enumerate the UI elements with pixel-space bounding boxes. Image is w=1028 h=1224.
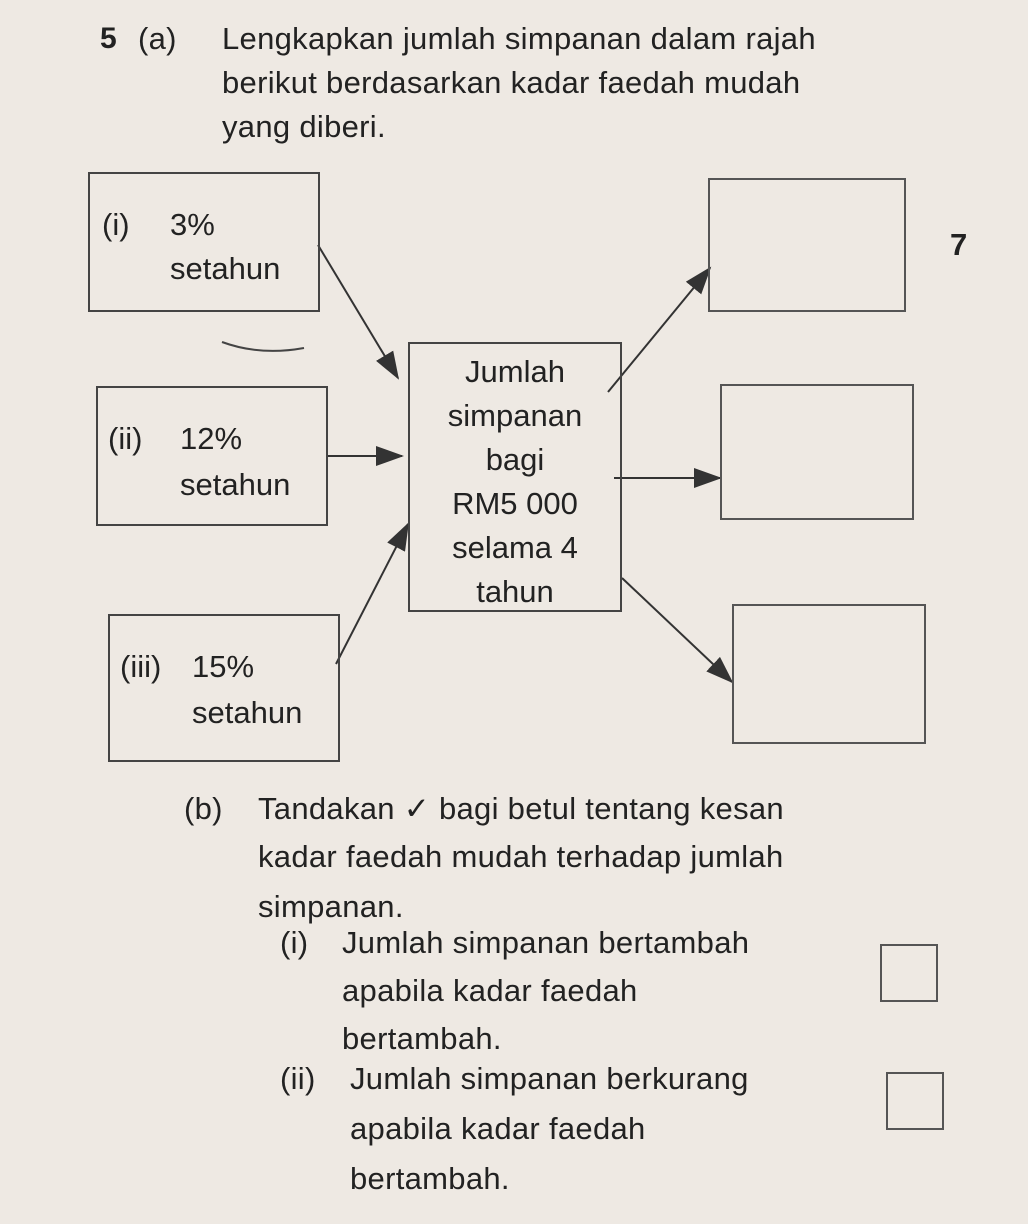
part-b-line-2: kadar faedah mudah terhadap jumlah [258, 839, 784, 874]
rate-3-label: (iii) [120, 649, 162, 684]
part-b-label: (b) [184, 791, 223, 826]
center-line-2: simpanan [447, 398, 583, 433]
center-line-4: RM5 000 [452, 486, 578, 521]
center-line-1: Jumlah [465, 354, 565, 389]
option-1-line-2: apabila kadar faedah [342, 973, 638, 1008]
rate-1-label: (i) [102, 207, 130, 242]
part-a-line-3: yang diberi. [222, 109, 386, 144]
option-1-checkbox[interactable] [880, 944, 938, 1002]
rate-1-value: 3% [170, 207, 215, 242]
question-number: 5 [100, 22, 117, 55]
option-1-line-1: Jumlah simpanan bertambah [342, 925, 750, 960]
option-2-line-1: Jumlah simpanan berkurang [350, 1061, 749, 1096]
arrow-rate-1 [318, 245, 398, 378]
rate-1-unit: setahun [170, 251, 281, 286]
marks-label: 7 [950, 227, 968, 262]
rate-2-unit: setahun [180, 467, 291, 502]
option-2-line-3: bertambah. [350, 1161, 510, 1196]
option-2-label: (ii) [280, 1061, 316, 1096]
part-b-line-3: simpanan. [258, 889, 404, 924]
center-line-5: selama 4 [452, 530, 578, 565]
answer-box-1[interactable] [708, 178, 906, 312]
center-line-3: bagi [485, 442, 545, 477]
rate-2-value: 12% [180, 421, 243, 456]
part-b-line-1: Tandakan ✓ bagi betul tentang kesan [258, 791, 784, 826]
part-a-line-1: Lengkapkan jumlah simpanan dalam rajah [222, 21, 816, 56]
rate-box-1 [88, 172, 320, 312]
rate-box-3 [108, 614, 340, 762]
arrow-out-3 [622, 578, 732, 682]
arrow-rate-3 [336, 524, 408, 664]
stray-mark [222, 342, 304, 351]
rate-3-unit: setahun [192, 695, 303, 730]
center-line-6: tahun [476, 574, 554, 609]
option-1-line-3: bertambah. [342, 1021, 502, 1056]
part-a-label: (a) [138, 21, 177, 56]
center-box [408, 342, 622, 612]
rate-2-label: (ii) [108, 421, 143, 456]
rate-3-value: 15% [192, 649, 255, 684]
option-2-line-2: apabila kadar faedah [350, 1111, 646, 1146]
rate-box-2 [96, 386, 328, 526]
option-2-checkbox[interactable] [886, 1072, 944, 1130]
part-a-line-2: berikut berdasarkan kadar faedah mudah [222, 65, 801, 100]
answer-box-3[interactable] [732, 604, 926, 744]
answer-box-2[interactable] [720, 384, 914, 520]
option-1-label: (i) [280, 925, 309, 960]
arrow-out-1 [608, 268, 710, 392]
